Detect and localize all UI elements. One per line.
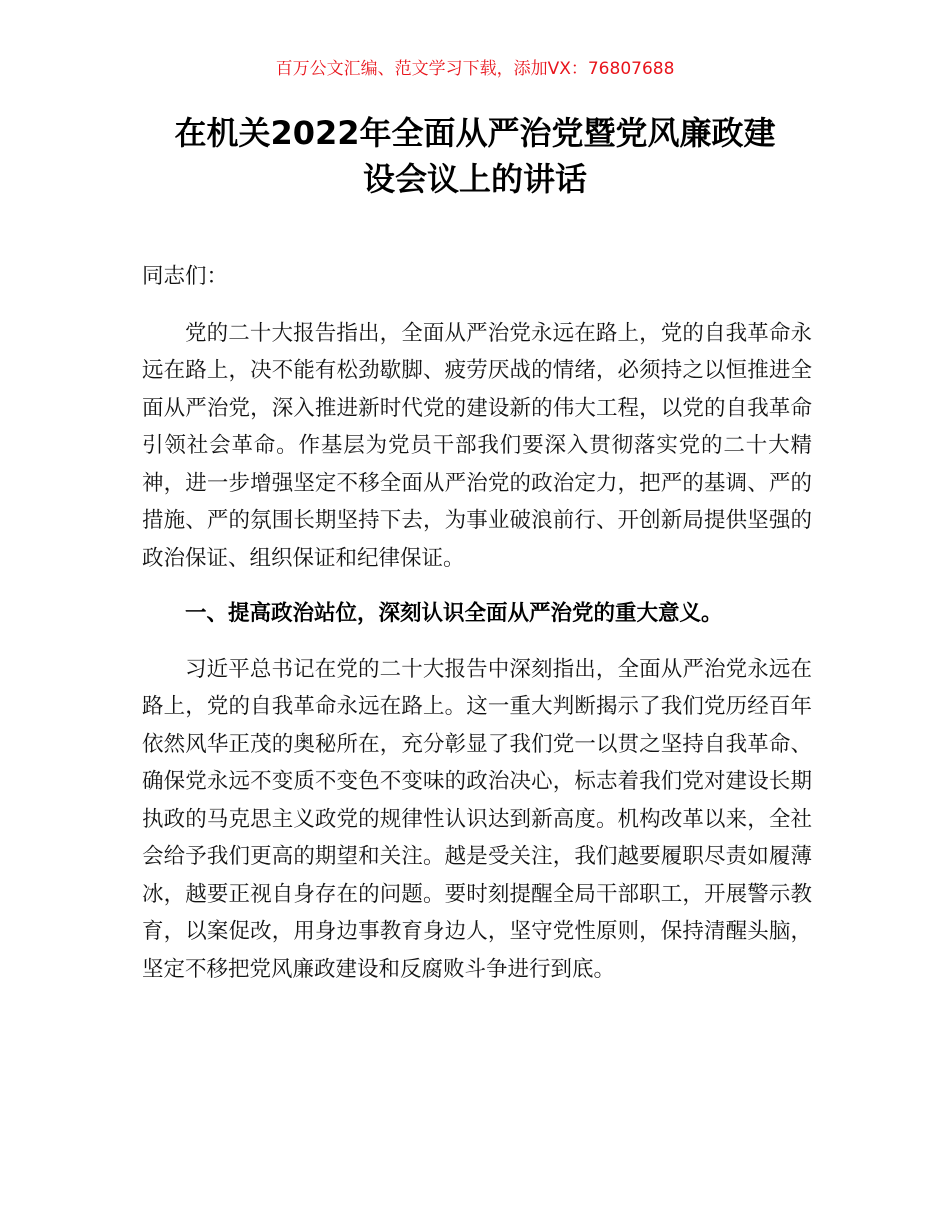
paragraph-section-1: 习近平总书记在党的二十大报告中深刻指出，全面从严治党永远在路上，党的自我革命永远在路上。这一重大判断揭示了我们党历经百年依然风华正茂的奥秘所在，充分彰显了我们党一以贯之坚持自我革命、确保党永远不变质不变色不变味的政治决心，标志着我们党对建设长期执政的马克思主义政党的规律性认识达到新高度。机构改革以来，全社会给予我们更高的期望和关注。越是受关注，我们越要履职尽责如履薄冰，越要正视自身存在的问题。要时刻提醒全局干部职工，开展警示教育，以案促改，用身边事教育身边人，坚守党性原则，保持清醒头脑，坚定不移把党风廉政建设和反腐败斗争进行到底。 <box>142 656 812 982</box>
header-note: 百万公文汇编、范文学习下载，添加VX：76807688 <box>275 59 675 79</box>
document-body <box>142 258 812 1006</box>
title-line-1: 在机关2022年全面从严治党暨党风廉政建 <box>174 114 776 152</box>
section-heading-1: 一、提高政治站位，深刻认识全面从严治党的重大意义。 <box>185 601 723 626</box>
paragraph-intro: 党的二十大报告指出，全面从严治党永远在路上，党的自我革命永远在路上，决不能有松劲歇脚、疲劳厌战的情绪，必须持之以恒推进全面从严治党，深入推进新时代党的建设新的伟大工程，以党的自我革命引领社会革命。作基层为党员干部我们要深入贯彻落实党的二十大精神，进一步增强坚定不移全面从严治党的政治定力，把严的基调、严的措施、严的氛围长期坚持下去，为事业破浪前行、开创新局提供坚强的政治保证、组织保证和纪律保证。 <box>142 320 812 571</box>
document-title <box>120 110 830 202</box>
salutation: 同志们： <box>142 264 229 289</box>
title-line-2: 设会议上的讲话 <box>362 160 587 198</box>
